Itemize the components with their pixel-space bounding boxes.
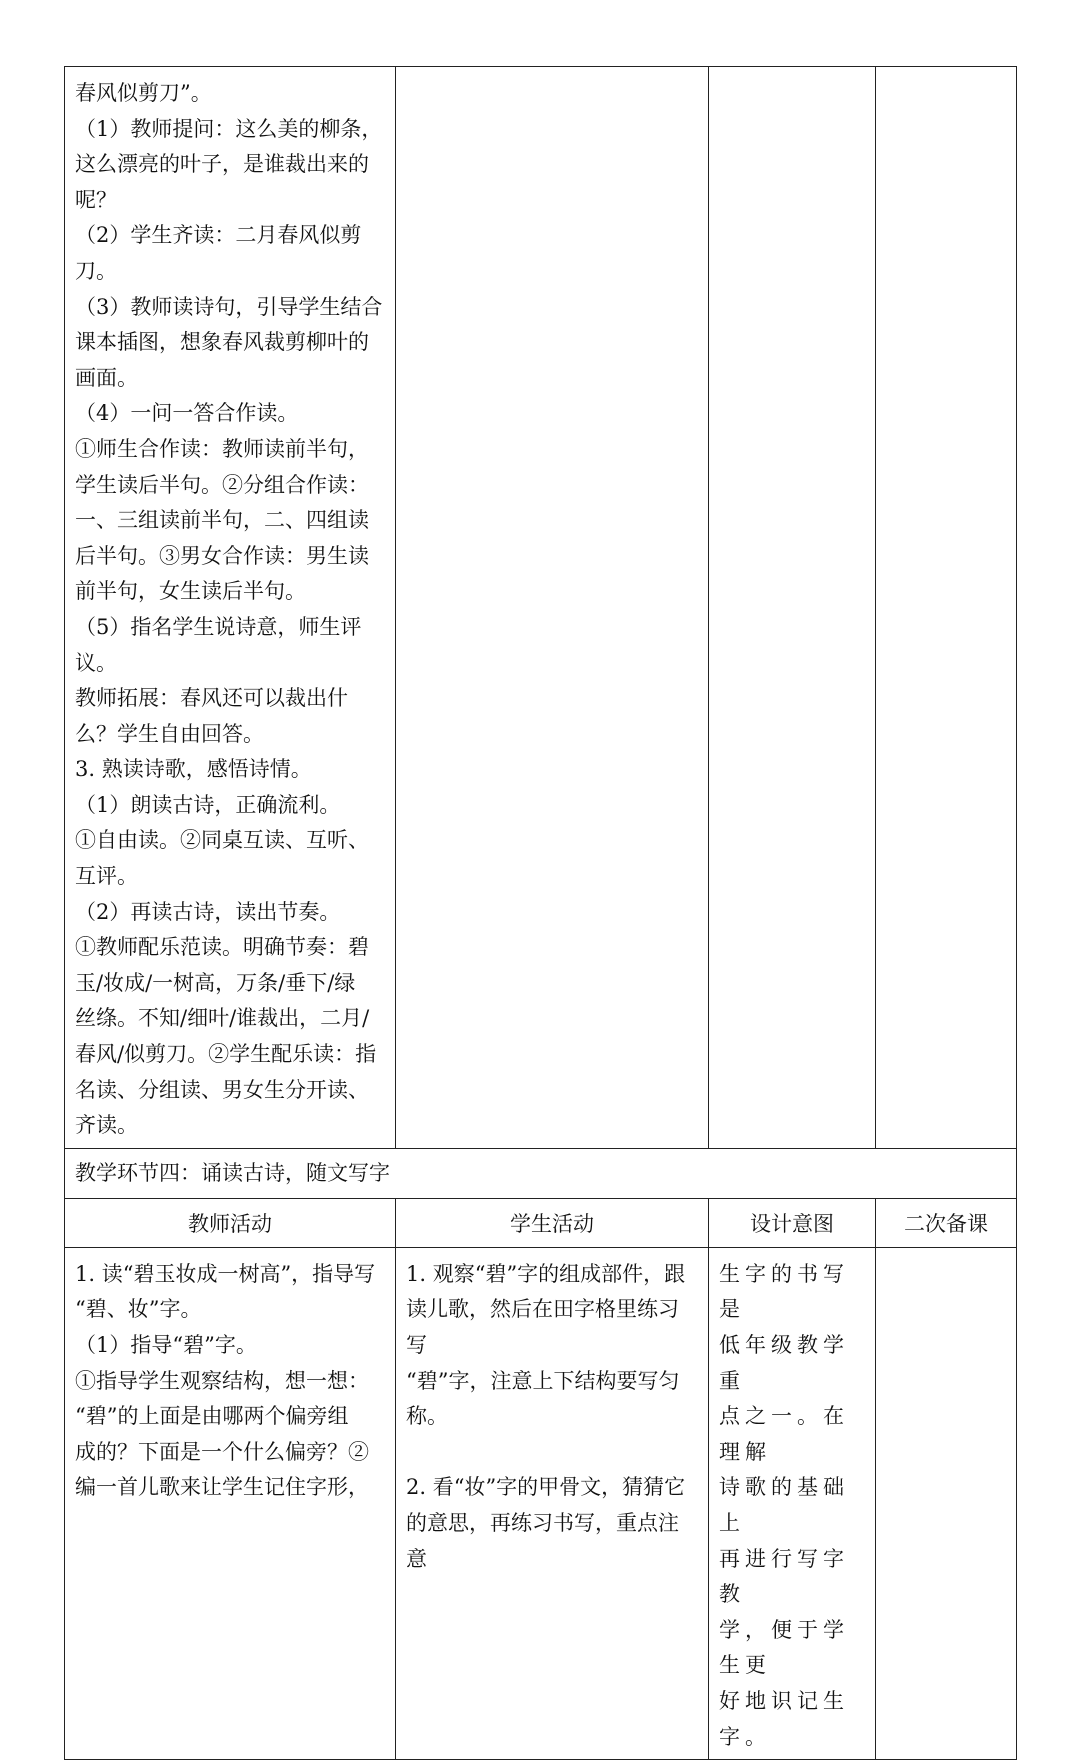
- text-line: 1. 读“碧玉妆成一树高”，指导写: [75, 1261, 376, 1286]
- student-activity-text: [396, 1248, 708, 1581]
- text-line: （2）学生齐读：二月春风似剪刀。: [75, 223, 362, 283]
- text-line: 后半句。③男女合作读：男生读: [75, 543, 369, 568]
- text-line: 春风/似剪刀。②学生配乐读：指: [75, 1042, 377, 1067]
- student-activity-cell: [396, 67, 709, 1149]
- design-intent-text: [709, 1248, 875, 1759]
- text-line: 1. 观察“碧”字的组成部件，跟: [406, 1261, 686, 1286]
- text-line: （1）教师提问：这么美的柳条，: [75, 116, 383, 141]
- header-row: [65, 1198, 1017, 1247]
- text-line: 成的？下面是一个什么偏旁？②: [75, 1439, 369, 1464]
- lesson-plan-table: [64, 66, 1016, 1760]
- text-line: 前半句，女生读后半句。: [75, 579, 306, 604]
- header-second-prep: 二次备课: [876, 1198, 1017, 1247]
- teacher-activity-cell-2: [65, 1247, 396, 1759]
- text-line: 生字的书写是: [719, 1261, 849, 1322]
- text-line: （3）教师读诗句，引导学生结合: [75, 294, 383, 319]
- student-activity-cell-2: [396, 1247, 709, 1759]
- text-line: 3. 熟读诗歌，感悟诗情。: [75, 757, 312, 782]
- text-line: ①自由读。②同桌互读、互听、: [75, 828, 369, 853]
- text-line: 好地识记生字。: [719, 1688, 849, 1749]
- content-row: [65, 1247, 1017, 1759]
- section-title-cell: [65, 1148, 1017, 1198]
- text-line: 的意思，再练习书写，重点注意: [406, 1510, 679, 1571]
- section-title-row: [65, 1148, 1017, 1198]
- teacher-activity-text: [65, 67, 395, 1148]
- text-line: 读儿歌，然后在田字格里练习写: [406, 1297, 679, 1357]
- text-line: 画面。: [75, 365, 138, 390]
- text-line: 么？学生自由回答。: [75, 721, 264, 746]
- text-line: 点之一。在理解: [719, 1404, 849, 1464]
- text-line: 学，便于学生更: [719, 1617, 849, 1678]
- header-teacher-activity: 教师活动: [65, 1198, 396, 1247]
- text-line: “碧”字，注意上下结构要写匀: [406, 1368, 680, 1393]
- header-design-intent: 设计意图: [709, 1198, 876, 1247]
- text-line: ①师生合作读：教师读前半句，: [75, 436, 369, 461]
- text-line: 再进行写字教: [719, 1546, 849, 1607]
- text-line: 编一首儿歌来让学生记住字形，: [75, 1475, 369, 1500]
- design-intent-cell-2: [709, 1247, 876, 1759]
- section-title: 教学环节四：诵读古诗，随文写字: [75, 1160, 390, 1185]
- text-line: 玉/妆成/一树高，万条/垂下/绿: [75, 970, 356, 995]
- second-prep-cell: [876, 67, 1017, 1149]
- text-line: ①指导学生观察结构，想一想：: [75, 1368, 369, 1393]
- text-line: 这么漂亮的叶子，是谁裁出来的: [75, 152, 369, 177]
- text-line: 称。: [406, 1404, 448, 1429]
- text-line: ①教师配乐范读。明确节奏：碧: [75, 935, 369, 960]
- text-line: 诗歌的基础上: [719, 1475, 849, 1535]
- text-line: “碧”的上面是由哪两个偏旁组: [75, 1404, 349, 1429]
- text-line: （2）再读古诗，读出节奏。: [75, 899, 341, 924]
- text-line: 2. 看“妆”字的甲骨文，猜猜它: [406, 1475, 686, 1500]
- text-line: （4）一问一答合作读。: [75, 401, 299, 426]
- header-student-activity: 学生活动: [396, 1198, 709, 1247]
- teacher-activity-cell: [65, 67, 396, 1149]
- text-line: 低年级教学重: [719, 1333, 849, 1393]
- text-line: 呢？: [75, 187, 117, 212]
- text-line: 学生读后半句。②分组合作读：: [75, 472, 369, 497]
- text-line: 春风似剪刀”。: [75, 81, 212, 105]
- text-line: （1）指导“碧”字。: [75, 1333, 257, 1357]
- text-line: （5）指名学生说诗意，师生评议。: [75, 614, 362, 675]
- text-line: 名读、分组读、男女生分开读、: [75, 1077, 369, 1102]
- text-line: 互评。: [75, 864, 138, 889]
- text-line: 一、三组读前半句，二、四组读: [75, 508, 369, 533]
- design-intent-cell: [709, 67, 876, 1149]
- text-line: 齐读。: [75, 1113, 138, 1138]
- text-line: （1）朗读古诗，正确流利。: [75, 792, 341, 817]
- text-line: 教师拓展：春风还可以裁出什: [75, 686, 348, 711]
- text-line: 课本插图，想象春风裁剪柳叶的: [75, 330, 369, 355]
- continued-row: [65, 67, 1017, 1149]
- teacher-activity-text-2: [65, 1248, 395, 1510]
- text-line: “碧、妆”字。: [75, 1297, 202, 1322]
- second-prep-cell-2: [876, 1247, 1017, 1759]
- text-line: 丝绦。不知/细叶/谁裁出，二月/: [75, 1006, 370, 1031]
